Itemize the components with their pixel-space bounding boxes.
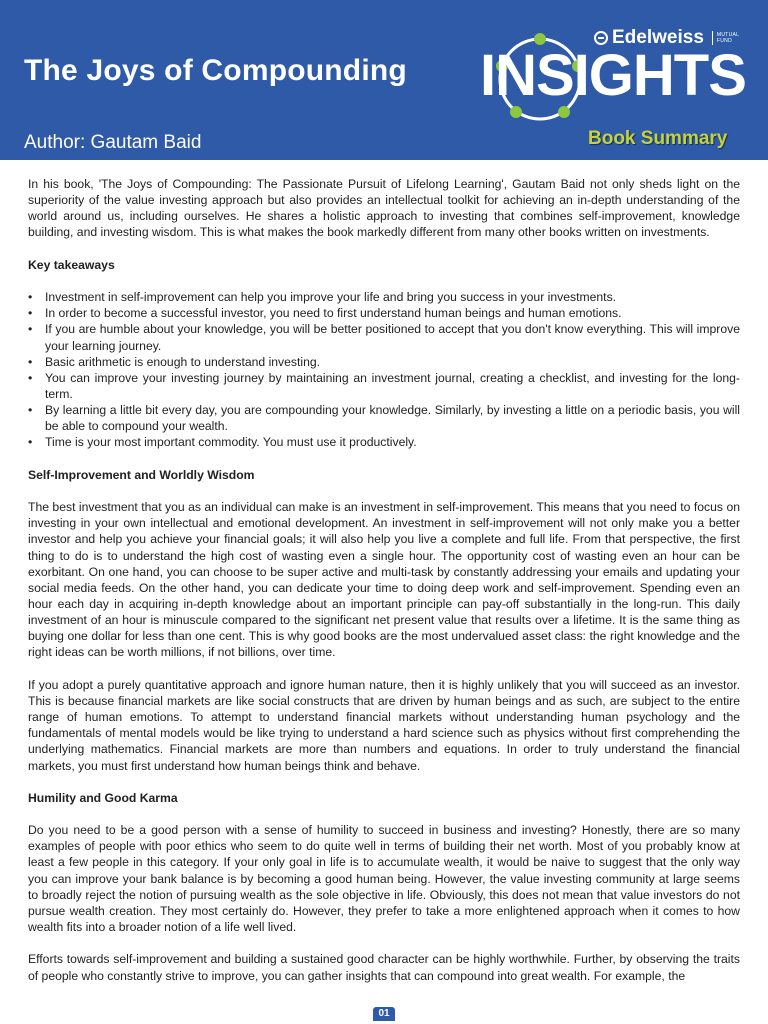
takeaways-list [28, 289, 740, 451]
paragraph: The best investment that you as an individual can make is an investment in self-improvement. This means that you need to focus on investing in your own intellectual and emotional development. An investment in self-improvement will not only make you a better investor and help you achieve your financial goals; it will also help you live a complete and full life. From that perspective, the first thing to do is to understand the high cost of wasting even a single hour. The opportunity cost of wasting even an hour can be exorbitant. On one hand, you can choose to be super active and multi-task by constantly addressing your emails and updating your social media feeds. On the other hand, you can dedicate your time to doing deep work and self-improvement. Spending even an hour each day in acquiring in-depth knowledge about an important principle can pay-off substantially in the long-run. This daily investment of an hour is minuscule compared to the significant net present value that results over a lifetime. It is the same thing as buying one dollar for less than one cent. This is why good books are the most undervalued asset class: the right knowledge and the right ideas can be worth millions, if not billions, over time. [28, 500, 740, 660]
page-number: 01 [373, 1007, 395, 1021]
paragraph: Efforts towards self-improvement and building a sustained good character can be highly worthwhile. Further, by observing the traits of people who constantly strive to improve, you can gather insights that can compound into great wealth. For example, the [28, 952, 740, 983]
takeaways-heading: Key takeaways [28, 257, 115, 272]
document-title: The Joys of Compounding [24, 54, 407, 87]
paragraph: If you adopt a purely quantitative approach and ignore human nature, then it is highly unlikely that you will succeed as an investor. This is because financial markets are like social constructs that are driven by human beings and as such, are subject to the entire range of human emotions. To attempt to understand financial markets without understanding human psychology and the fundamentals of mental models would be like trying to understand a hard science such as physics without first comprehending the underlying mathematics. Financial markets are more than numbers and equations. In order to truly understand the financial markets, you must first understand how human beings think and behave. [28, 677, 740, 773]
paragraph: Do you need to be a good person with a sense of humility to succeed in business and investing? Honestly, there are so many examples of people with poor ethics who seem to do quite well in terms of building their net worth. Most of you probably know at least a few people in this category. If your only goal in life is to accumulate wealth, it would be naive to suggest that the only way you can improve your bank balance is by becoming a good human being. However, the value investing community at large seems to broadly reject the notion of pursuing wealth as the sole objective in life. Obviously, this does not mean that value investors do not pursue wealth creation. They most certainly do. However, they prefer to take a more enlightened approach when it comes to how wealth fits into a broader notion of a life well lived. [28, 823, 740, 935]
book-summary-label: Book Summary [588, 128, 728, 149]
section-heading-self-improvement: Self-Improvement and Worldly Wisdom [28, 467, 255, 482]
intro-paragraph: In his book, 'The Joys of Compounding: The Passionate Pursuit of Lifelong Learning', Gautam Baid not only sheds light on the superiority of the value investing approach but also provides an intellectual toolkit for achieving an in-depth understanding of the world around us, including ourselves. He shares a holistic approach to investing that combines self-improvement, knowledge building, and investing wisdom. This is what makes the book markedly different from many other books written on investments. [28, 177, 740, 240]
insights-logo-text: INSIGHTS [480, 43, 746, 108]
list-item: • Investment in self-improvement can help you improve your life and bring you success in your investments. [45, 289, 740, 305]
header-banner [0, 0, 768, 160]
article-body [28, 176, 740, 1000]
list-item: • Time is your most important commodity. You must use it productively. [45, 434, 740, 450]
list-item: • Basic arithmetic is enough to understand investing. [45, 354, 740, 370]
brand-name: Edelweiss [612, 27, 704, 48]
list-item: • You can improve your investing journey by maintaining an investment journal, creating a checklist, and investing for the long-term. [45, 370, 740, 402]
list-item: • If you are humble about your knowledge, you will be better positioned to accept that you don't know everything. This will improve your learning journey. [45, 321, 740, 353]
list-item: • In order to become a successful investor, you need to first understand human beings and human emotions. [45, 305, 740, 321]
list-item: • By learning a little bit every day, you are compounding your knowledge. Similarly, by investing a little on a periodic basis, you will be able to compound your wealth. [45, 402, 740, 434]
brand-subtitle: MUTUAL FUND [716, 32, 740, 44]
author-line: Author: Gautam Baid [24, 132, 202, 153]
section-heading-humility: Humility and Good Karma [28, 790, 178, 805]
